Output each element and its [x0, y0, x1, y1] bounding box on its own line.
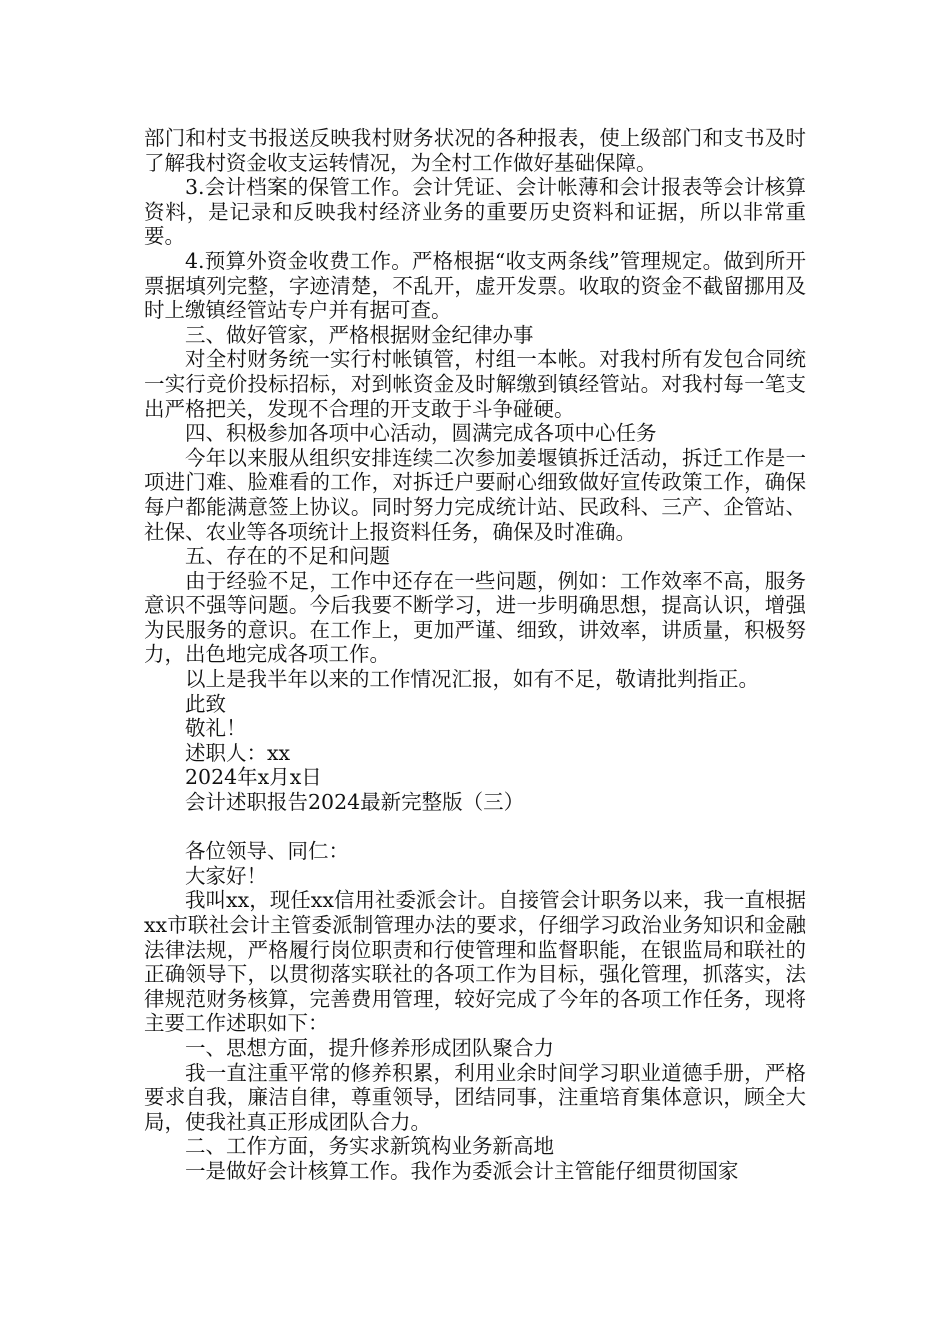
paragraph: 三、做好管家，严格根据财金纪律办事: [185, 322, 534, 347]
paragraph: 以上是我半年以来的工作情况汇报，如有不足，敬请批判指正。: [185, 667, 759, 692]
paragraph: 一是做好会计核算工作。我作为委派会计主管能仔细贯彻国家: [185, 1158, 739, 1183]
paragraph: 对全村财务统一实行村帐镇管，村组一本帐。对我村所有发包合同统一实行竞价投标招标，对到帐资金及时解缴到镇经管站。对我村每一笔支出严格把关，发现不合理的开支敢于斗争碰硬。: [144, 347, 806, 421]
paragraph: 述职人：xx: [185, 740, 291, 765]
paragraph: 我叫xx，现任xx信用社委派会计。自接管会计职务以来，我一直根据xx市联社会计主管委派制管理办法的要求，仔细学习政治业务知识和金融法律法规，严格履行岗位职责和行使管理和监督职能，在银监局和联社的正确领导下，以贯彻落实联社的各项工作为目标，强化管理，抓落实，法律规范财务核算，完善费用管理，较好完成了今年的各项工作任务，现将主要工作述职如下：: [144, 888, 806, 1036]
document-body: [144, 126, 806, 1184]
paragraph: 五、存在的不足和问题: [185, 544, 390, 569]
paragraph: 部门和村支书报送反映我村财务状况的各种报表，使上级部门和支书及时了解我村资金收支运转情况，为全村工作做好基础保障。: [144, 126, 806, 175]
paragraph: 此致: [185, 691, 226, 716]
paragraph: 敬礼！: [185, 716, 247, 741]
paragraph: 四、积极参加各项中心活动，圆满完成各项中心任务: [185, 421, 657, 446]
paragraph: 大家好！: [185, 863, 267, 888]
blank-line: [144, 815, 806, 840]
paragraph: 由于经验不足，工作中还存在一些问题，例如：工作效率不高，服务意识不强等问题。今后我要不断学习，进一步明确思想，提高认识，增强为民服务的意识。在工作上，更加严谨、细致，讲效率，讲质量，积极努力，出色地完成各项工作。: [144, 568, 806, 667]
paragraph: 2024年x月x日: [185, 765, 322, 790]
paragraph: 3.会计档案的保管工作。会计凭证、会计帐薄和会计报表等会计核算资料，是记录和反映我村经济业务的重要历史资料和证据，所以非常重要。: [144, 175, 806, 249]
paragraph: 会计述职报告2024最新完整版（三）: [185, 790, 525, 815]
paragraph: 我一直注重平常的修养积累，利用业余时间学习职业道德手册，严格要求自我，廉洁自律，尊重领导，团结同事，注重培育集体意识，顾全大局，使我社真正形成团队合力。: [144, 1060, 806, 1134]
paragraph: 一、思想方面，提升修养形成团队聚合力: [185, 1035, 554, 1060]
paragraph: 今年以来服从组织安排连续二次参加姜堰镇拆迁活动，拆迁工作是一项进门难、脸难看的工作，对拆迁户要耐心细致做好宣传政策工作，确保每户都能满意签上协议。同时努力完成统计站、民政科、三产、企管站、社保、农业等各项统计上报资料任务，确保及时准确。: [144, 445, 806, 544]
paragraph: 二、工作方面，务实求新筑构业务新高地: [185, 1134, 554, 1159]
paragraph: 4.预算外资金收费工作。严格根据“收支两条线”管理规定。做到所开票据填列完整，字迹清楚，不乱开，虚开发票。收取的资金不截留挪用及时上缴镇经管站专户并有据可查。: [144, 248, 806, 323]
paragraph: 各位领导、同仁：: [185, 839, 349, 864]
